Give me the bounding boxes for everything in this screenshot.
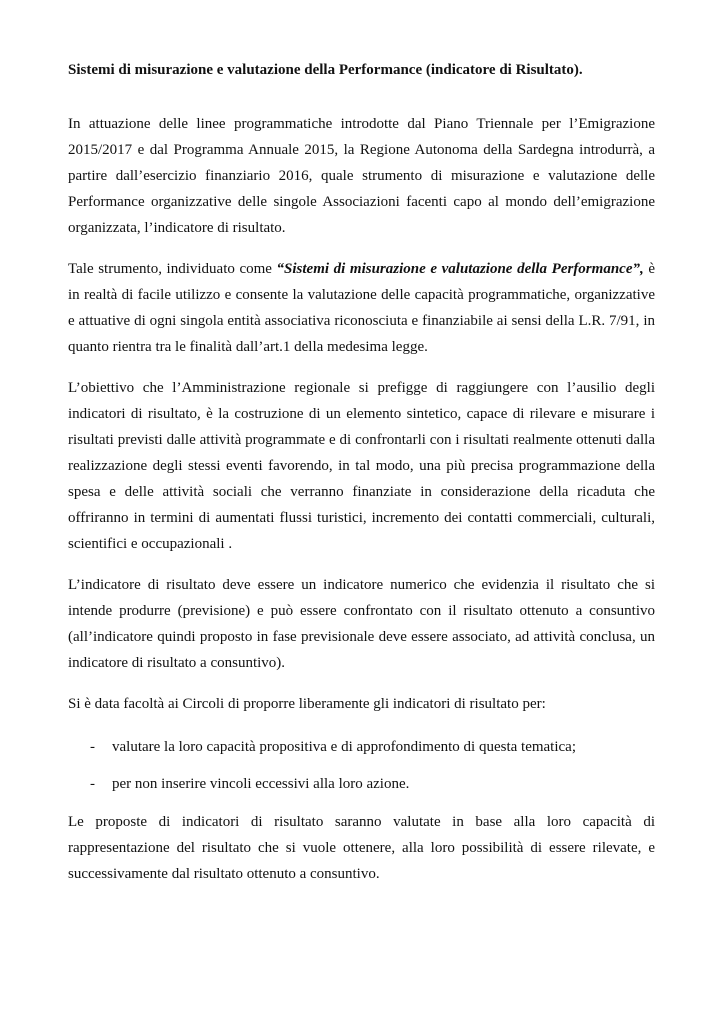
paragraph-strumento-rest: è in realtà di facile utilizzo e consente la valutazione delle capacità programmatiche, organizzative e attuative di ogni singola entità associativa riconosciuta e finanziabile ai sensi della L.R. 7/91, in quanto rientra tra le finalità dall’art.1 della medesima legge. [68,261,655,355]
list-item-text: valutare la loro capacità propositiva e di approfondimento di questa tematica; [112,739,576,755]
paragraph-strumento-lead: Tale strumento, individuato come [68,261,277,277]
list-item [68,771,655,797]
paragraph-proposte: Le proposte di indicatori di risultato saranno valutate in base alla loro capacità di rappresentazione del risultato che si vuole ottenere, alla loro possibilità di essere rilevate, e successivamente dal risultato ottenuto a consuntivo. [68,814,655,882]
document-page [68,58,655,902]
document-title: Sistemi di misurazione e valutazione della Performance (indicatore di Risultato). [68,62,583,78]
paragraph-facolta: Si è data facoltà ai Circoli di proporre liberamente gli indicatori di risultato per: [68,696,546,712]
list-item-text: per non inserire vincoli eccessivi alla loro azione. [112,776,410,792]
list-dash-marker: - [90,739,95,755]
list-item [68,734,655,760]
paragraph-intro: In attuazione delle linee programmatiche introdotte dal Piano Triennale per l’Emigrazione 2015/2017 e dal Programma Annuale 2015, la Regione Autonoma della Sardegna introdurrà, a partire dall’esercizio finanziario 2016, quale strumento di misurazione e valutazione delle Performance organizzative delle singole Associazioni facenti capo al mondo dell’emigrazione organizzata, l’indicatore di risultato. [68,116,655,236]
paragraph-indicatore: L’indicatore di risultato deve essere un indicatore numerico che evidenzia il risultato che si intende produrre (previsione) e può essere confrontato con il risultato ottenuto a consuntivo (all’indicatore quindi proposto in fase previsionale deve essere associato, ad attività conclusa, un indicatore di risultato a consuntivo). [68,577,655,671]
list-dash-marker: - [90,776,95,792]
paragraph-obiettivo: L’obiettivo che l’Amministrazione regionale si prefigge di raggiungere con l’ausilio degli indicatori di risultato, è la costruzione di un elemento sintetico, capace di rilevare e misurare i risultati previsti dalle attività programmate e di confrontarli con i risultati realmente ottenuti dalla realizzazione degli stessi eventi favorendo, in tal modo, una più precisa programmazione della spesa e delle attività sociali che verranno finanziate in considerazione della ricaduta che offriranno in termini di aumentati flussi turistici, incremento dei contatti commerciali, culturali, scientifici e occupazionali . [68,380,655,552]
dash-list [68,734,655,797]
paragraph-strumento [68,256,655,360]
paragraph-strumento-emphasis: “Sistemi di misurazione e valutazione della Performance”, [276,261,644,277]
